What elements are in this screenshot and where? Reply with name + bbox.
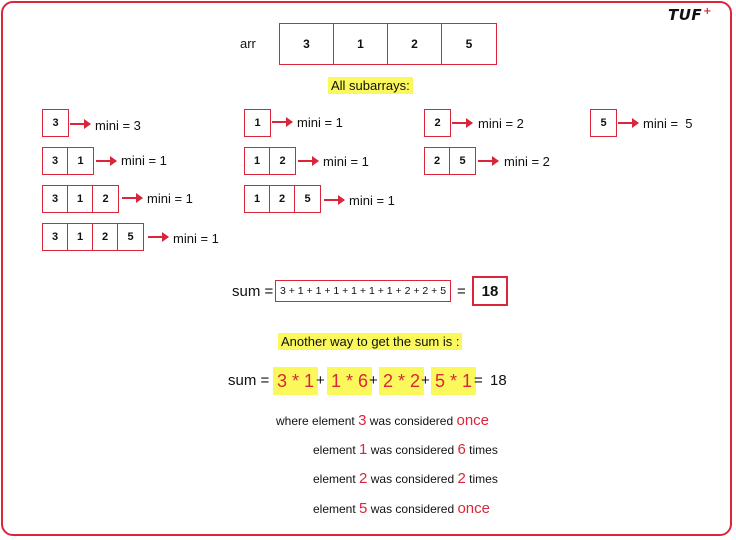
subarray-box <box>244 109 271 137</box>
subarray-box <box>42 109 69 137</box>
explanation-line: where element 3 was considered once <box>276 412 490 429</box>
subarray-box <box>590 109 617 137</box>
arrow-icon <box>272 121 292 123</box>
subarray-box <box>244 185 321 213</box>
another-way-heading: Another way to get the sum is : <box>278 333 462 350</box>
subarray-cell: 5 <box>459 155 466 167</box>
arrow-icon <box>96 160 116 162</box>
subarray-cell: 3 <box>43 186 68 212</box>
arr-cell: 5 <box>465 37 473 51</box>
equals-sign: = <box>457 283 466 300</box>
subarray-cell: 1 <box>68 224 93 250</box>
subarray-box <box>424 109 451 137</box>
arrow-icon <box>478 160 498 162</box>
mini-label: mini = 1 <box>349 193 395 208</box>
sum-result: 18 <box>490 372 507 389</box>
subarray-box <box>42 185 119 213</box>
subarray-cell: 5 <box>304 193 311 205</box>
arrow-icon <box>452 122 472 124</box>
arrow-icon <box>70 123 90 125</box>
subarray-cell: 5 <box>127 231 134 243</box>
subarray-cell: 1 <box>245 186 270 212</box>
plus-sign: + <box>316 372 325 389</box>
subarray-cell: 2 <box>434 117 441 129</box>
arrow-icon <box>148 236 168 238</box>
plus-sign: + <box>369 372 378 389</box>
subarray-cell: 5 <box>600 117 607 129</box>
arrow-icon <box>298 160 318 162</box>
subarray-cell: 1 <box>254 117 261 129</box>
equals-sign: = <box>474 372 483 389</box>
subarray-cell: 3 <box>52 117 59 129</box>
subarrays-heading: All subarrays: <box>328 77 413 94</box>
arrow-icon <box>324 199 344 201</box>
subarray-cell: 2 <box>102 193 109 205</box>
tuf-logo: TUF+ <box>668 6 713 24</box>
term-box: 3 * 1 <box>273 367 318 395</box>
mini-label: mini = 2 <box>478 116 524 131</box>
subarray-cell: 2 <box>279 155 286 167</box>
explanation-line: element 5 was considered once <box>313 500 490 517</box>
subarray-box <box>42 147 94 175</box>
subarray-cell: 1 <box>68 186 93 212</box>
mini-label: mini = 1 <box>323 154 369 169</box>
term-box: 1 * 6 <box>327 367 372 395</box>
mini-label: mini = 1 <box>297 115 343 130</box>
subarray-cell: 2 <box>93 224 118 250</box>
arr-label: arr <box>240 36 256 51</box>
subarray-box <box>42 223 144 251</box>
arr-cell: 3 <box>280 24 334 64</box>
subarray-cell: 3 <box>43 148 68 174</box>
subarray-box <box>424 147 476 175</box>
arr-array <box>279 23 497 65</box>
mini-label: mini = 5 <box>643 116 693 131</box>
subarray-cell: 1 <box>77 155 84 167</box>
subarray-cell: 2 <box>270 186 295 212</box>
arr-cell: 1 <box>334 24 388 64</box>
explanation-line: element 1 was considered 6 times <box>313 441 498 458</box>
arr-cell: 2 <box>388 24 442 64</box>
mini-label: mini = 2 <box>504 154 550 169</box>
sum-label: sum = <box>232 283 274 300</box>
subarray-cell: 3 <box>43 224 68 250</box>
arrow-icon <box>122 197 142 199</box>
mini-label: mini = 1 <box>173 231 219 246</box>
term-box: 5 * 1 <box>431 367 476 395</box>
subarray-cell: 2 <box>425 148 450 174</box>
plus-sign: + <box>421 372 430 389</box>
subarray-box <box>244 147 296 175</box>
explanation-line: element 2 was considered 2 times <box>313 470 498 487</box>
subarray-cell: 1 <box>245 148 270 174</box>
mini-label: mini = 3 <box>95 118 141 133</box>
mini-label: mini = 1 <box>121 153 167 168</box>
sum-expression-box: 3 + 1 + 1 + 1 + 1 + 1 + 1 + 2 + 2 + 5 <box>275 280 451 302</box>
sum-label: sum = <box>228 372 270 389</box>
arrow-icon <box>618 122 638 124</box>
mini-label: mini = 1 <box>147 191 193 206</box>
sum-result-box: 18 <box>472 276 508 306</box>
term-box: 2 * 2 <box>379 367 424 395</box>
